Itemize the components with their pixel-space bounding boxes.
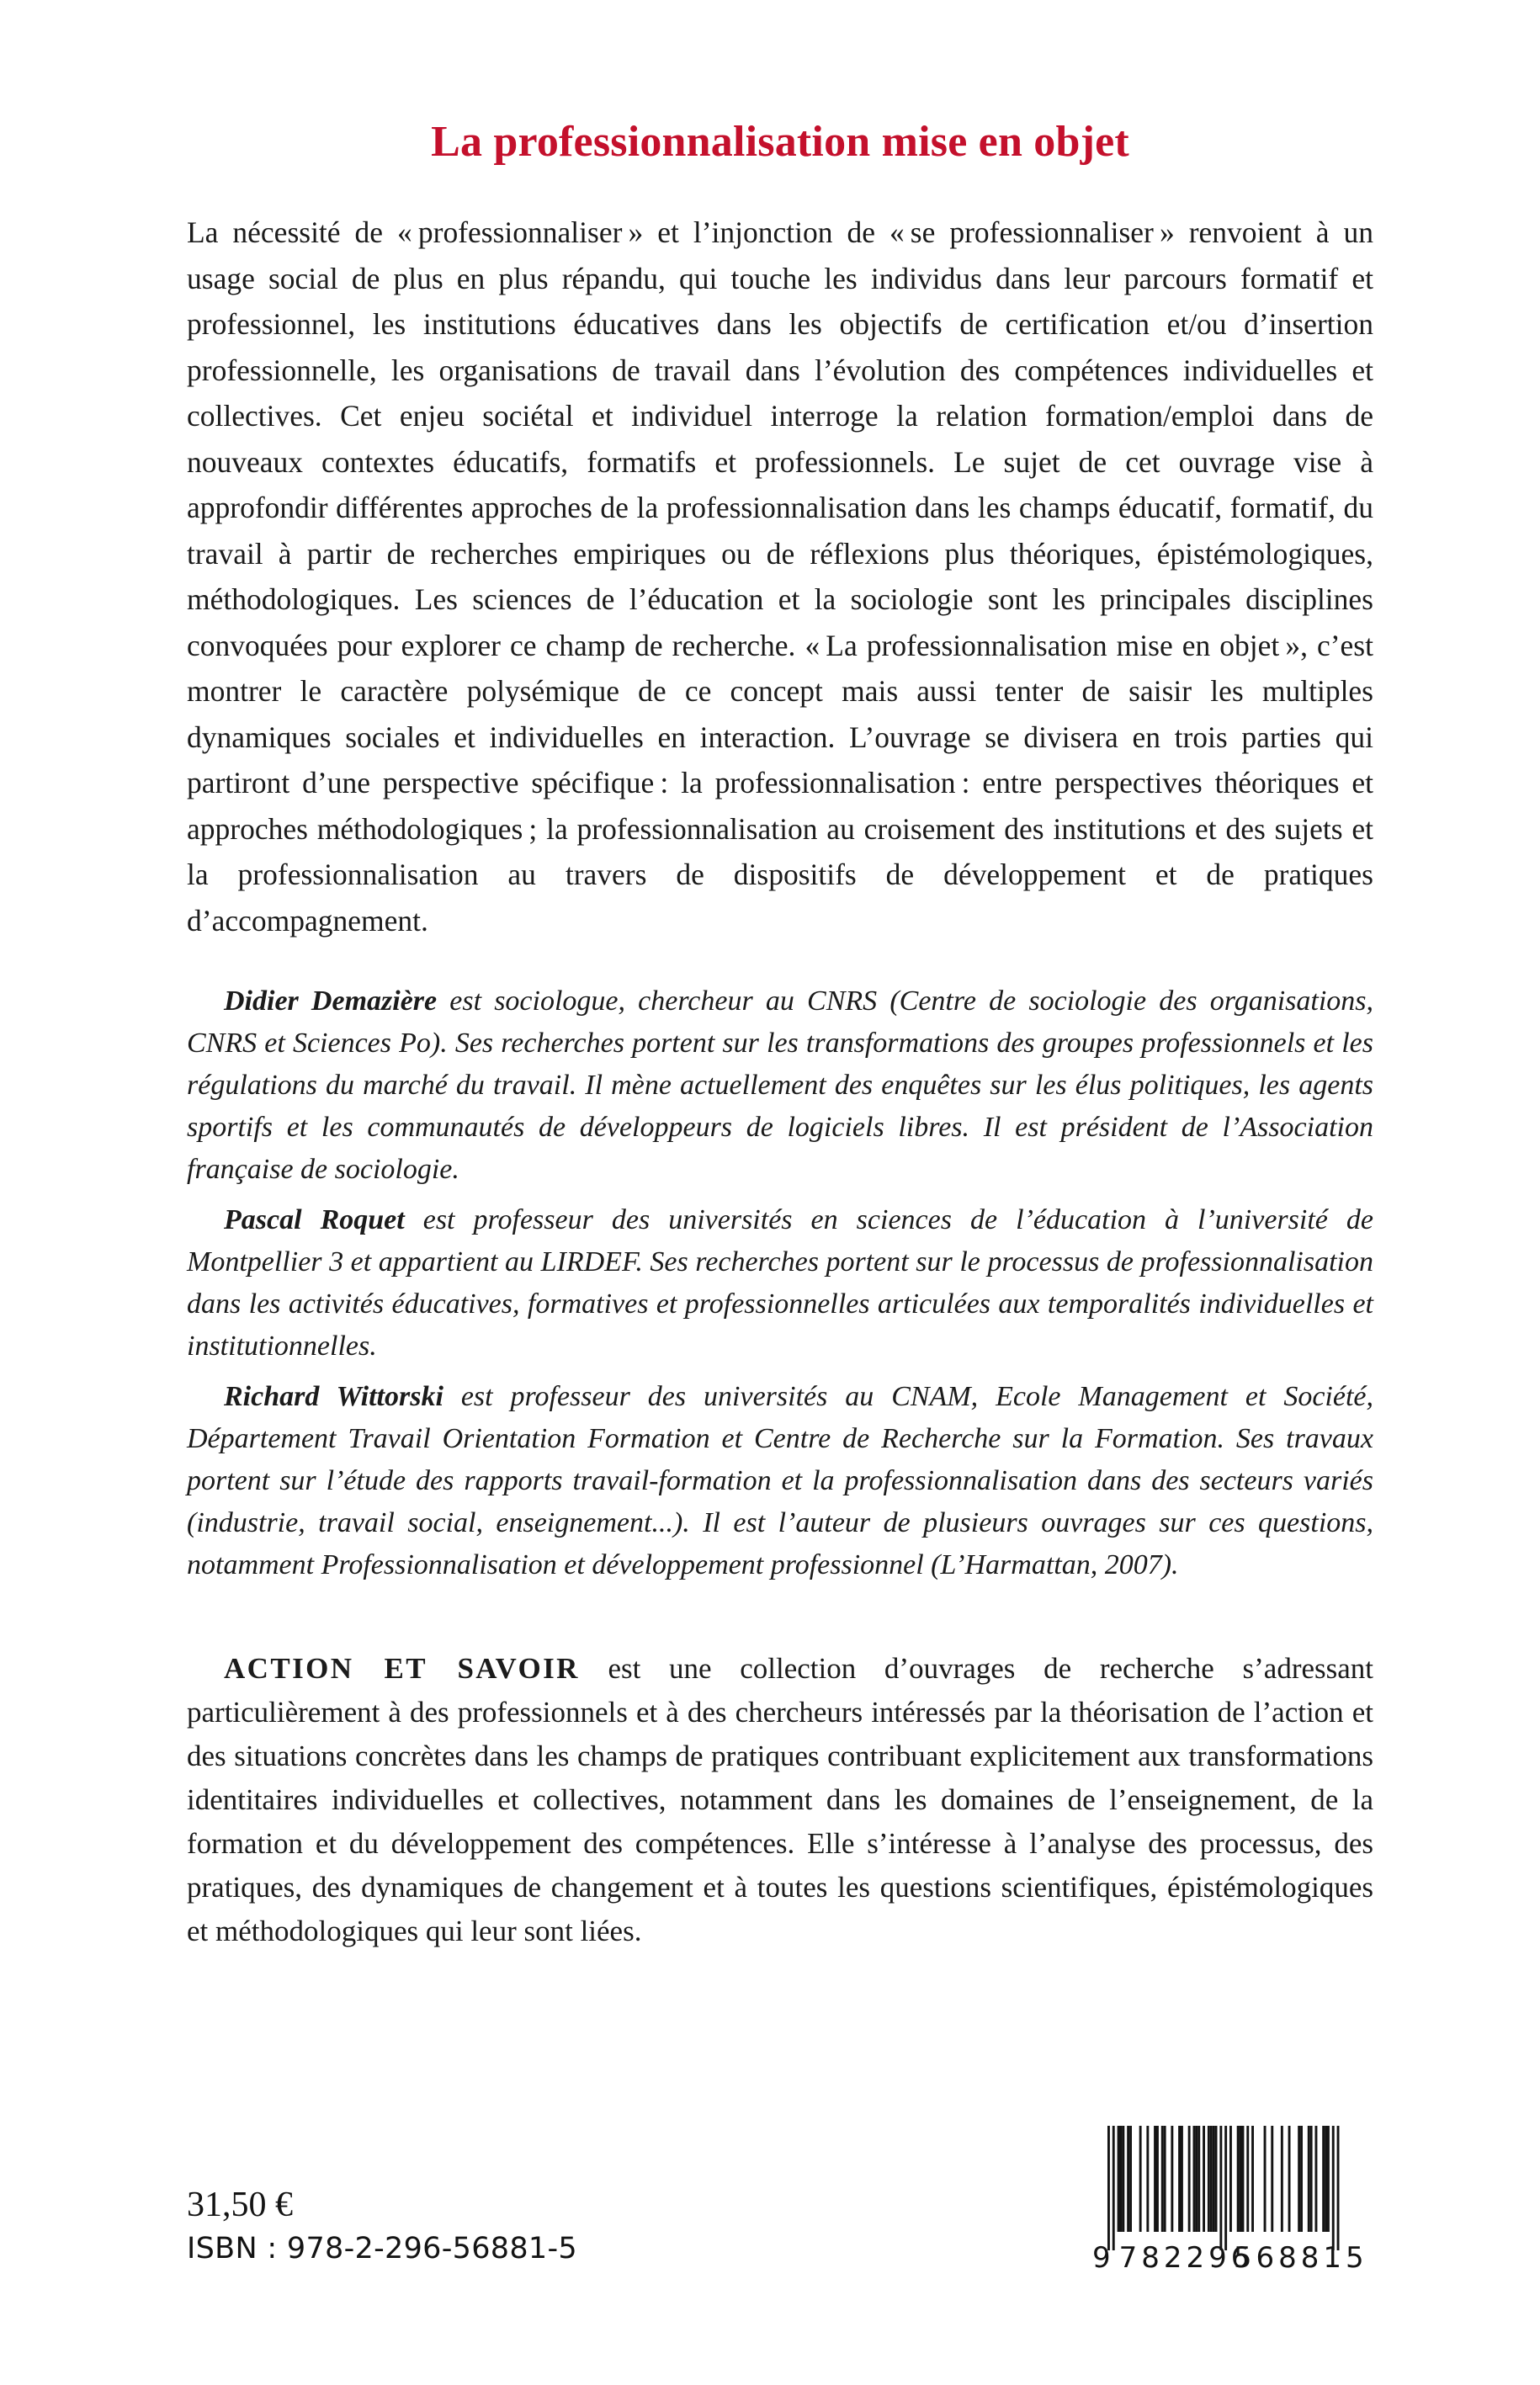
price-label: 31,50 € <box>187 2186 293 2224</box>
abstract-paragraph: La nécessité de « professionnaliser » et l’injonction de « se professionnaliser » renvoient à un usage social de plus en plus répandu, qui touche les individus dans leur parcours formatif et professionnel, les institutions éducatives dans les objectifs de certification et/ou d’insertion professionnelle, les organisations de travail dans l’évolution des compétences individuelles et collectives. Cet enjeu sociétal et individuel interroge la relation formation/emploi dans de nouveaux contextes éducatifs, formatifs et professionnels. Le sujet de cet ouvrage vise à approfondir différentes approches de la professionnalisation dans les champs éducatif, formatif, du travail à partir de recherches empiriques ou de réflexions plus théoriques, épistémologiques, méthodologiques. Les sciences de l’éducation et la sociologie sont les principales disciplines convoquées pour explorer ce champ de recherche. « La professionnalisation mise en objet », c’est montrer le caractère polysémique de ce concept mais aussi tenter de saisir les multiples dynamiques sociales et individuelles en interaction. L’ouvrage se divisera en trois parties qui partiront d’une perspective spécifique : la professionnalisation : entre perspectives théoriques et approches méthodologiques ; la professionnalisation au croisement des institutions et des sujets et la professionnalisation au travers de dispositifs de développement et de pratiques d’accompagnement. <box>187 215 1373 938</box>
author-bio-roquet <box>187 1199 1373 1368</box>
author-bios <box>187 980 1373 1586</box>
author-bio-demaziere <box>187 980 1373 1191</box>
collection-name: ACTION ET SAVOIR <box>224 1652 580 1686</box>
author-name-roquet: Pascal Roquet <box>224 1204 405 1236</box>
barcode <box>1089 2114 1375 2274</box>
isbn-label: ISBN : 978-2-296-56881-5 <box>187 2232 577 2265</box>
barcode-lead-digit: 9 <box>1092 2241 1111 2274</box>
collection-blurb <box>187 1647 1373 1953</box>
author-name-wittorski: Richard Wittorski <box>224 1381 443 1413</box>
author-bio-wittorski <box>187 1376 1373 1586</box>
author-bio-text-demaziere: est sociologue, chercheur au CNRS (Centre de sociologie des organisations, CNRS et Sciences Po). Ses recherches portent sur les transformations des groupes professionnels et les régulations du marché du travail. Il mène actuellement des enquêtes sur les élus politiques, les agents sportifs et les communautés de développeurs de logiciels libres. Il est président de l’Association française de sociologie. <box>187 985 1373 1186</box>
collection-text: est une collection d’ouvrages de recherche s’adressant particulièrement à des professionnels et à des chercheurs intéressés par la théorisation de l’action et des situations concrètes dans les champs de pratiques contribuant explicitement aux transformations identitaires individuelles et collectives, notamment dans les domaines de l’enseignement, de la formation et du développement des compétences. Elle s’intéresse à l’analyse des processus, des pratiques, des dynamiques de changement et à toutes les questions scientifiques, épistémologiques et méthodologiques qui leur sont liées. <box>187 1652 1374 1948</box>
price-isbn-block <box>187 2181 577 2269</box>
cover-content <box>187 0 1373 1983</box>
page-title: La professionnalisation mise en objet <box>431 118 1129 166</box>
barcode-left-digits: 782296 <box>1118 2241 1254 2274</box>
cover-footer <box>187 2055 1375 2274</box>
barcode-image <box>1089 2114 1375 2274</box>
author-bio-text-wittorski: est professeur des universités au CNAM, Ecole Management et Société, Département Travail Orientation Formation et Centre de Recherche sur la Formation. Ses travaux portent sur l’étude des rapports travail-formation et la professionnalisation dans des secteurs variés (industrie, travail social, enseignement...). Il est l’auteur de plusieurs ouvrages sur ces questions, notamment Professionnalisation et développement professionnel (L’Harmattan, 2007). <box>187 1381 1373 1581</box>
barcode-right-digits: 568815 <box>1233 2241 1368 2274</box>
author-name-demaziere: Didier Demazière <box>224 985 438 1017</box>
author-bio-text-roquet: est professeur des universités en sciences de l’éducation à l’université de Montpellier 3 et appartient au LIRDEF. Ses recherches portent sur le processus de professionnalisation dans les activités éducatives, formatives et professionnelles articulées aux temporalités individuelles et institutionnelles. <box>187 1204 1373 1362</box>
